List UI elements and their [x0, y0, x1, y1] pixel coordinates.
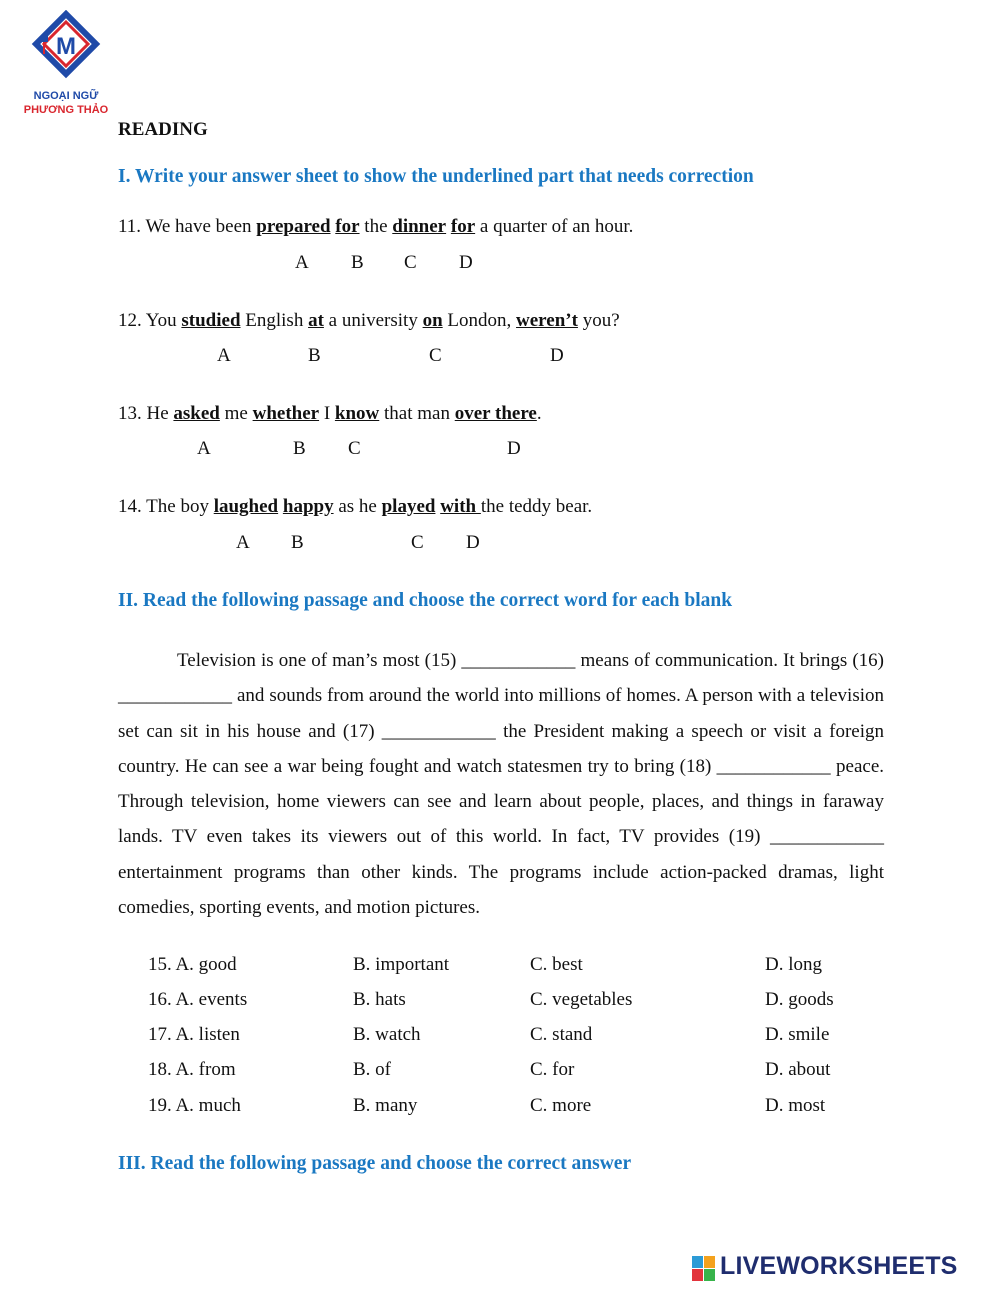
q11-option-a[interactable]: prepared [256, 216, 331, 237]
q13-option-b[interactable]: whether [252, 403, 320, 424]
q14-text: the teddy bear. [480, 496, 593, 517]
footer-brand-text: LIVEWORKSHEETS [720, 1252, 958, 1280]
option-18-c[interactable]: C. for [530, 1059, 575, 1080]
question-14 [118, 496, 592, 518]
option-16-a[interactable]: 16. A. events [148, 989, 248, 1010]
q14-letter-d: D [466, 532, 480, 553]
q12-text: you? [577, 310, 620, 331]
q11-letter-b: B [351, 252, 364, 273]
q11-text: 11. We have been [118, 216, 257, 237]
q12-letter-a: A [217, 345, 231, 366]
option-15-a[interactable]: 15. A. good [148, 954, 237, 975]
option-18-b[interactable]: B. of [353, 1059, 391, 1080]
option-17-a[interactable]: 17. A. listen [148, 1024, 240, 1045]
q11-option-c[interactable]: dinner [392, 216, 447, 237]
q14-option-c[interactable]: played [381, 496, 436, 517]
option-16-d[interactable]: D. goods [765, 989, 834, 1010]
q13-text: . [536, 403, 542, 424]
option-18-d[interactable]: D. about [765, 1059, 831, 1080]
q12-letter-d: D [550, 345, 564, 366]
q14-option-b[interactable]: happy [282, 496, 334, 517]
section-2-title: II. Read the following passage and choose the correct word for each blank [118, 590, 733, 611]
q12-option-c[interactable]: on [422, 310, 443, 331]
q13-option-a[interactable]: asked [173, 403, 220, 424]
q11-option-d[interactable]: for [450, 216, 476, 237]
option-16-c[interactable]: C. vegetables [530, 989, 633, 1010]
question-12 [118, 310, 620, 332]
option-15-d[interactable]: D. long [765, 954, 822, 975]
q13-letter-a: A [197, 438, 211, 459]
section-1-title: I. Write your answer sheet to show the underlined part that needs correction [118, 166, 754, 187]
option-17-c[interactable]: C. stand [530, 1024, 593, 1045]
q13-letter-d: D [507, 438, 521, 459]
logo-line-2: PHƯƠNG THẢO [23, 104, 109, 116]
q13-option-d[interactable]: over there [454, 403, 537, 424]
logo-emblem-icon [14, 10, 118, 90]
option-19-d[interactable]: D. most [765, 1095, 826, 1116]
option-17-d[interactable]: D. smile [765, 1024, 830, 1045]
option-17-b[interactable]: B. watch [353, 1024, 421, 1045]
q14-letter-c: C [411, 532, 424, 553]
page-title: READING [118, 119, 208, 140]
q12-text: a university [323, 310, 423, 331]
q11-letter-d: D [459, 252, 473, 273]
q14-text: 14. The boy [118, 496, 214, 517]
q11-letter-c: C [404, 252, 417, 273]
q12-text: 12. You [118, 310, 182, 331]
school-logo [14, 10, 118, 122]
question-13 [118, 403, 542, 425]
option-19-c[interactable]: C. more [530, 1095, 592, 1116]
q13-letter-b: B [293, 438, 306, 459]
liveworksheets-logo [692, 1254, 988, 1284]
q12-text: London, [442, 310, 517, 331]
q11-letter-a: A [295, 252, 309, 273]
q14-text: as he [333, 496, 382, 517]
q12-option-d[interactable]: weren’t [516, 310, 578, 331]
question-11 [118, 216, 633, 238]
option-15-b[interactable]: B. important [353, 954, 450, 975]
q14-letter-a: A [236, 532, 250, 553]
option-18-a[interactable]: 18. A. from [148, 1059, 236, 1080]
q13-text: 13. He [118, 403, 174, 424]
q13-text: I [319, 403, 335, 424]
q13-text: that man [379, 403, 455, 424]
q14-option-d[interactable]: with [440, 496, 481, 517]
q12-text: English [240, 310, 309, 331]
option-16-b[interactable]: B. hats [353, 989, 406, 1010]
q12-option-b[interactable]: at [308, 310, 324, 331]
logo-line-1: NGOẠI NGỮ [33, 90, 99, 102]
option-15-c[interactable]: C. best [530, 954, 583, 975]
q14-option-a[interactable]: laughed [213, 496, 279, 517]
svg-text:M: M [56, 33, 76, 60]
liveworksheets-blocks-icon [692, 1256, 716, 1282]
option-19-a[interactable]: 19. A. much [148, 1095, 241, 1116]
q14-letter-b: B [291, 532, 304, 553]
q11-option-b[interactable]: for [335, 216, 360, 237]
section-3-title: III. Read the following passage and choose the correct answer [118, 1153, 632, 1174]
q13-option-c[interactable]: know [334, 403, 380, 424]
q13-text: me [219, 403, 253, 424]
q12-letter-c: C [429, 345, 442, 366]
option-19-b[interactable]: B. many [353, 1095, 418, 1116]
q11-text: a quarter of an hour. [475, 216, 634, 237]
q12-letter-b: B [308, 345, 321, 366]
q13-letter-c: C [348, 438, 361, 459]
q11-text: the [359, 216, 393, 237]
q12-option-a[interactable]: studied [181, 310, 241, 331]
reading-passage: Television is one of man’s most (15) ____________ means of communication. It brings (16) ____________ and sounds from around the world into millions of homes. A person with a television set can sit in his house and (17) ____________ the President making a speech or visit a foreign country. He can see a war being fought and watch statesmen try to bring (18) ____________ peace. Through television, home viewers can see and learn about people, places, and things in faraway lands. TV even takes its viewers out of this world. In fact, TV provides (19) ____________ entertainment programs than other kinds. The programs include action-packed dramas, light comedies, sporting events, and motion pictures. [118, 650, 884, 919]
